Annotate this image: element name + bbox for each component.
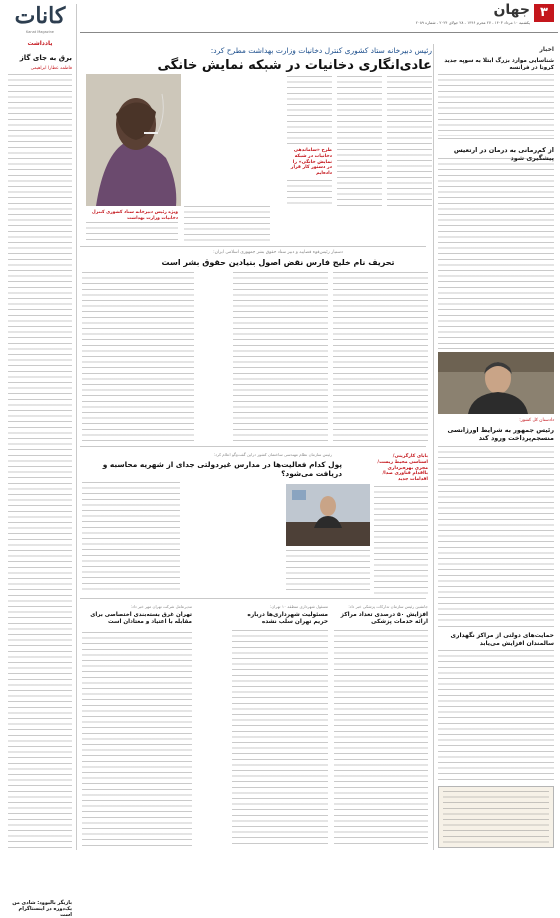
paper-name: جهان xyxy=(493,2,530,18)
education-callout: بابای کارگزینی/اسناسی محیط زیست/مجری بهره‌برداری بااقدام فناوری صدا/اقدامات جدید xyxy=(377,454,428,483)
gulf-body-3 xyxy=(82,272,194,442)
meeting-illustration xyxy=(286,484,370,546)
left-column-headline: برق به جای گاز xyxy=(19,54,72,62)
education-headline: پول کدام فعالیت‌ها در مدارس غیردولتی جدای از شهریه محاسبه و دریافت می‌شود؟ xyxy=(102,460,342,478)
bottom-mid-body xyxy=(232,630,328,848)
smoker-illustration xyxy=(86,74,181,206)
birth-headline: از کم‌رمانی به درمان در ارتعیس پیشگیری شود xyxy=(453,146,554,162)
president-body xyxy=(438,446,554,622)
newspaper-logo xyxy=(8,2,72,36)
main-side-note: ویژه رئیس دبیرخانه ستاد کشوری کنترل دخانیات وزارت بهداشت xyxy=(91,210,178,221)
gulf-headline: تحریف نام خلیج فارس نقض اصول بنیادین حقوق بشر است xyxy=(161,258,395,267)
right-rule-1 xyxy=(438,138,554,139)
right-rule-2 xyxy=(438,348,554,349)
left-column-author: فاطمه عطارا ابراهیمی xyxy=(30,66,72,71)
main-article-col-3 xyxy=(287,76,332,144)
main-article-col-3b xyxy=(287,180,332,206)
page-number: ۳ xyxy=(540,5,548,20)
bottom-mid-kicker: مسئول شهرداری منطقه ۱۰ تهران: xyxy=(269,604,328,609)
education-body-mid xyxy=(286,550,370,594)
footer-note-box xyxy=(438,786,554,848)
main-article-col-5 xyxy=(86,222,178,242)
news-label: اخبار xyxy=(539,46,554,53)
bottom-left-body xyxy=(82,632,192,848)
footer-note-lines xyxy=(443,791,549,843)
main-kicker: رئیس دبیرخانه ستاد کشوری کنترل دخانیات وزارت بهداشت مطرح کرد: xyxy=(210,46,432,55)
right-column-divider xyxy=(433,44,434,850)
education-body-right xyxy=(374,486,428,594)
photo-meeting xyxy=(286,484,370,546)
bottom-right-kicker: جانشین رئیس سازمان تدارکات پزشکی خبر داد: xyxy=(348,604,428,609)
bottom-left-headline: تهران غرق بسته‌بندی اختصاصی برای مقابله با اعتیاد و معتادان است xyxy=(90,612,192,625)
bollywood-headline: بازیگر بالیوود: شادی من یک‌دوره در اینستاگرام است xyxy=(12,900,72,918)
logo-subtitle: Kanat Magazine xyxy=(26,30,54,34)
right-rule-3 xyxy=(438,626,554,627)
photo-smoker xyxy=(86,74,181,206)
gulf-bottom-rule xyxy=(80,446,426,447)
bottom-right-headline: افزایش ۵۰ درصدی تعداد مراکز ارائه خدمات پزشکی xyxy=(340,612,428,626)
main-article-col-1 xyxy=(387,76,432,206)
main-pullquote: طرح «ساماندهی دخانیات در شبکه نمایش خانگی» را در دستور کار قرار داده‌ایم xyxy=(290,148,332,177)
bottom-right-body xyxy=(334,630,428,848)
education-kicker: رئیس سازمان نظام مهندسی ساختمان کشور دراین گفت‌وگو اعلام کرد: xyxy=(213,452,332,457)
main-bottom-rule xyxy=(80,246,426,247)
main-article-col-2 xyxy=(337,76,382,206)
covid-headline: شناسایی موارد بزرگ ابتلا به سوپه جدید کرونا در فرانسه xyxy=(444,58,554,71)
gulf-body-2 xyxy=(233,272,328,442)
left-column-body xyxy=(8,74,72,848)
education-bottom-rule xyxy=(80,598,426,599)
page-number-badge xyxy=(534,4,554,22)
top-rule xyxy=(80,32,558,33)
left-column-divider xyxy=(76,4,77,850)
president-kicker: دادستان کل کشور: xyxy=(519,418,554,423)
gulf-kicker: دستیار رئیس‌قوه قضاییه و دبیر ستاد حقوق بشر جمهوری اسلامی ایران: xyxy=(213,250,343,255)
dateline: یکشنبه ۱۰ مرداد ۱۴۰۳ - ۲۷ محرم ۱۴۴۶ - ۲۸ جولای ۲۰۲۴ - شماره ۲۰۸۹ xyxy=(415,20,530,25)
main-article-col-4 xyxy=(184,206,270,242)
covid-body xyxy=(438,74,554,136)
photo-official xyxy=(438,352,554,414)
elderly-body xyxy=(438,650,554,782)
section-label: یادداشت xyxy=(27,40,53,47)
education-body-left-1 xyxy=(82,482,180,594)
birth-body xyxy=(438,158,554,346)
main-headline: عادی‌انگاری دخانیات در شبکه نمایش خانگی xyxy=(157,58,432,73)
bottom-left-kicker: مدیرعامل شرکت تهران مهر خبر داد: xyxy=(130,604,192,609)
gulf-body-1 xyxy=(333,272,428,442)
logo-text: کانات xyxy=(14,3,66,29)
bottom-mid-headline: مسئولیت شهرداری‌ها درباره حریم تهران سلب نشده xyxy=(247,612,328,626)
president-headline: رئیس جمهور به شرایط اورژانسی منسجم‌پرداخت ورود کند xyxy=(447,426,554,442)
elderly-headline: حمایت‌های دولتی از مراکز نگهداری سالمندان افزایش می‌یابد xyxy=(450,632,554,647)
official-portrait xyxy=(438,352,554,414)
